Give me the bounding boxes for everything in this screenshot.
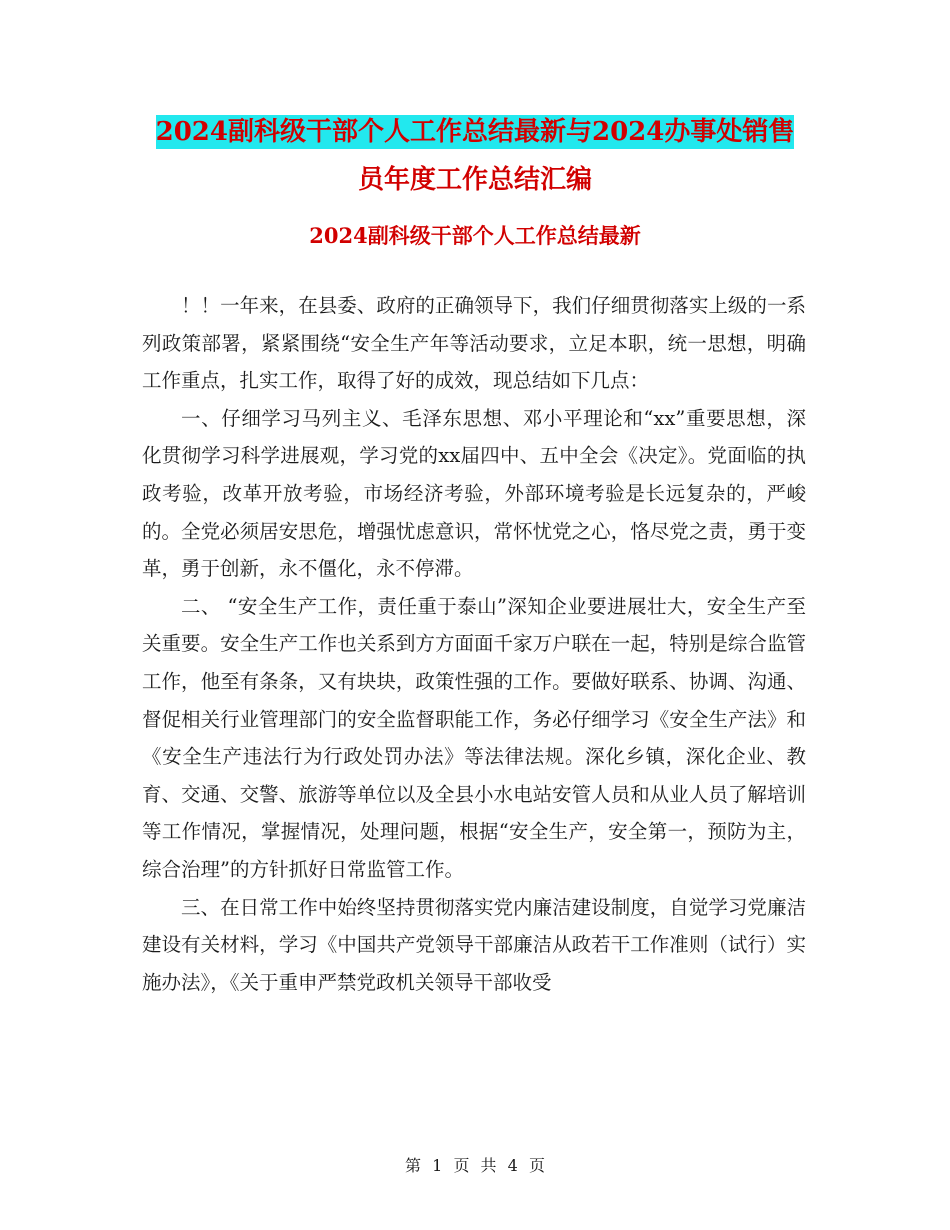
footer-total-suffix: 页 <box>528 1156 545 1175</box>
footer-page-prefix: 第 <box>405 1156 422 1175</box>
title-line-2: 员年度工作总结汇编 <box>357 165 592 195</box>
page-footer <box>0 1153 950 1176</box>
footer-total-pages: 4 <box>507 1156 518 1175</box>
footer-page-word: 页 <box>453 1156 470 1175</box>
paragraph-2: 一、仔细学习马列主义、毛泽东思想、邓小平理论和“xx”重要思想，深化贯彻学习科学进展观，学习党的xx届四中、五中全会《决定》。党面临的执政考验，改革开放考验，市场经济考验，外部环境考验是长远复杂的，严峻的。全党必须居安思危，增强忧虑意识，常怀忧党之心，恪尽党之责，勇于变革，勇于创新，永不僵化，永不停滞。 <box>142 406 806 581</box>
document-title <box>140 108 810 204</box>
section-title: 2024副科级干部个人工作总结最新 <box>309 223 641 248</box>
document-body <box>142 287 806 1001</box>
footer-total-prefix: 共 <box>480 1156 497 1175</box>
footer-current-page: 1 <box>432 1156 443 1175</box>
title-line-1: 2024副科级干部个人工作总结最新与2024办事处销售 <box>155 117 795 147</box>
paragraph-3: 二、 “安全生产工作，责任重于泰山”深知企业要进展壮大，安全生产至关重要。安全生产工作也关系到方方面面千家万户联在一起，特别是综合监管工作，他至有条条，又有块块，政策性强的工作。要做好联系、协调、沟通、督促相关行业管理部门的安全监督职能工作，务必仔细学习《安全生产法》和《安全生产违法行为行政处罚办法》等法律法规。深化乡镇，深化企业、教育、交通、交警、旅游等单位以及全县小水电站安管人员和从业人员了解培训等工作情况，掌握情况，处理问题，根据“安全生产，安全第一，预防为主，综合治理”的方针抓好日常监管工作。 <box>142 594 806 881</box>
paragraph-4: 三、在日常工作中始终坚持贯彻落实党内廉洁建设制度，自觉学习党廉洁建设有关材料，学习《中国共产党领导干部廉洁从政若干工作准则（试行）实施办法》，《关于重申严禁党政机关领导干部收受 <box>142 895 806 994</box>
paragraph-1: ！！一年来，在县委、政府的正确领导下，我们仔细贯彻落实上级的一系列政策部署，紧紧围绕“安全生产年等活动要求，立足本职，统一思想，明确工作重点，扎实工作，取得了好的成效，现总结如下几点： <box>142 294 806 393</box>
